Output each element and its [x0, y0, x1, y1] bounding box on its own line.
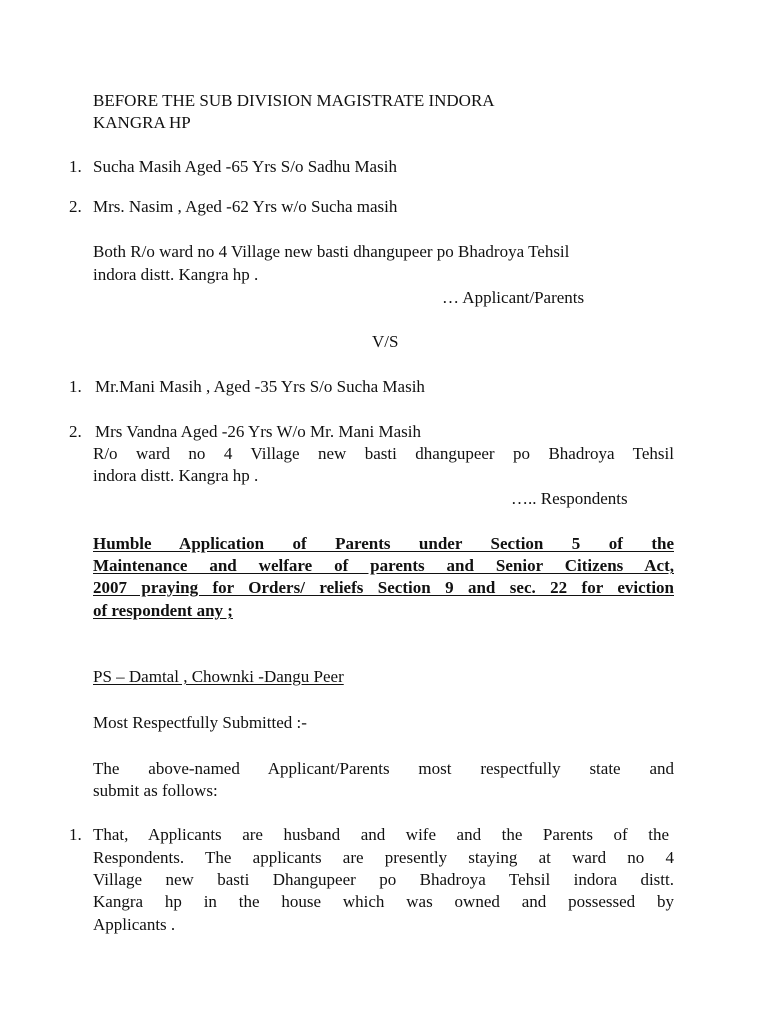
intro-line-1: The above-named Applicant/Parents most respectfully state and — [93, 759, 674, 778]
respondent-2: Mrs Vandna Aged -26 Yrs W/o Mr. Mani Masih — [95, 422, 421, 441]
paragraph-1-number: 1. — [69, 825, 82, 844]
respondent-2-number: 2. — [69, 422, 82, 441]
court-heading-line-2: KANGRA HP — [93, 113, 191, 132]
subject-line-4: of respondent any ; — [93, 601, 233, 620]
respondents-address-line-1: R/o ward no 4 Village new basti dhangupeer po Bhadroya Tehsil — [93, 444, 674, 463]
respondents-address-line-2: indora distt. Kangra hp . — [93, 466, 259, 485]
respondent-1: Mr.Mani Masih , Aged -35 Yrs S/o Sucha Masih — [95, 377, 425, 396]
paragraph-1-line-5: Applicants . — [93, 915, 176, 934]
subject-line-1: Humble Application of Parents under Section 5 of the — [93, 534, 674, 553]
court-heading-line-1: BEFORE THE SUB DIVISION MAGISTRATE INDORA — [93, 91, 495, 110]
salutation: Most Respectfully Submitted :- — [93, 713, 307, 732]
applicant-1-number: 1. — [69, 157, 82, 176]
subject-line-2: Maintenance and welfare of parents and Senior Citizens Act, — [93, 556, 674, 575]
police-station: PS – Damtal , Chownki -Dangu Peer — [93, 667, 344, 686]
intro-line-2: submit as follows: — [93, 781, 218, 800]
subject-line-3: 2007 praying for Orders/ reliefs Section 9 and sec. 22 for eviction — [93, 578, 674, 597]
applicants-address-line-1: Both R/o ward no 4 Village new basti dhangupeer po Bhadroya Tehsil — [93, 242, 570, 261]
paragraph-1-line-1: That, Applicants are husband and wife and the Parents of the — [93, 825, 669, 844]
paragraph-1-line-3: Village new basti Dhangupeer po Bhadroya Tehsil indora distt. — [93, 870, 674, 889]
applicants-role: … Applicant/Parents — [442, 288, 585, 307]
applicants-address-line-2: indora distt. Kangra hp . — [93, 265, 259, 284]
paragraph-1-line-4: Kangra hp in the house which was owned and possessed by — [93, 892, 674, 911]
applicant-2-number: 2. — [69, 197, 82, 216]
versus-label: V/S — [372, 332, 399, 351]
respondent-1-number: 1. — [69, 377, 82, 396]
respondents-role: ….. Respondents — [511, 489, 628, 508]
applicant-2: Mrs. Nasim , Aged -62 Yrs w/o Sucha masih — [93, 197, 398, 216]
paragraph-1-line-2: Respondents. The applicants are presently staying at ward no 4 — [93, 848, 674, 867]
applicant-1: Sucha Masih Aged -65 Yrs S/o Sadhu Masih — [93, 157, 397, 176]
